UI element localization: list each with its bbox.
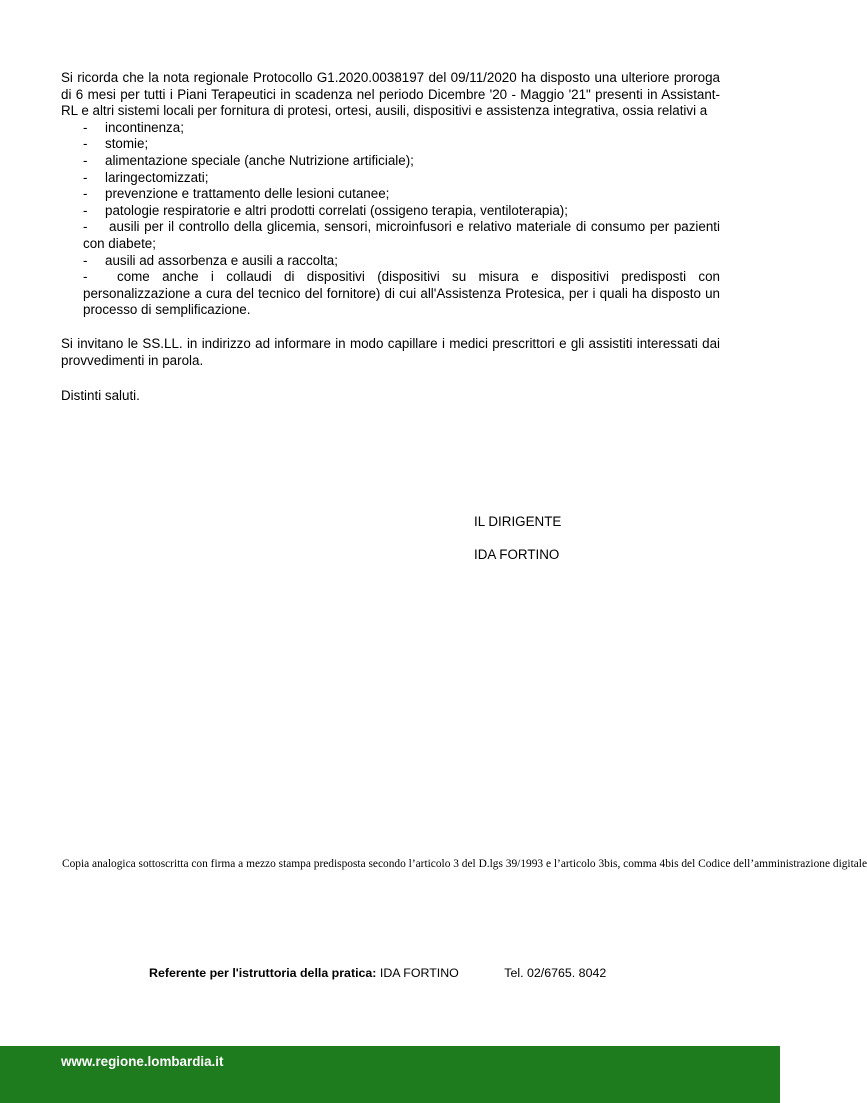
footer-bar bbox=[0, 1046, 780, 1103]
list-item: - patologie respiratorie e altri prodotti correlati (ossigeno terapia, ventiloterapia); bbox=[83, 202, 568, 218]
list-item: - prevenzione e trattamento delle lesioni cutanee; bbox=[83, 186, 390, 202]
referent-line bbox=[149, 966, 606, 980]
list-item: - ausili per il controllo della glicemia, sensori, microinfusori e relativo materiale di consumo per pazienti con diabete; bbox=[83, 219, 720, 251]
list-item: - incontinenza; bbox=[83, 119, 184, 135]
invite-paragraph: Si invitano le SS.LL. in indirizzo ad informare in modo capillare i medici prescrittori e gli assistiti interessati dai provvedimenti in parola. bbox=[61, 335, 720, 368]
bullet-list bbox=[61, 120, 720, 319]
signature-role: IL DIRIGENTE bbox=[474, 514, 562, 529]
intro-paragraph: Si ricorda che la nota regionale Protocollo G1.2020.0038197 del 09/11/2020 ha disposto una ulteriore proroga di 6 mesi per tutti i Piani Terapeutici in scadenza nel periodo Dicembre '20 - Maggio '21" presenti in Assistant-RL e altri sistemi locali per fornitura di protesi, ortesi, ausili, dispositivi e assistenza integrativa, ossia relativi a bbox=[61, 70, 720, 119]
referent-phone: Tel. 02/6765. 8042 bbox=[504, 966, 607, 980]
referent-label: Referente per l'istruttoria della pratica: bbox=[149, 966, 377, 980]
list-item: - laringectomizzati; bbox=[83, 169, 209, 185]
closing-line: Distinti saluti. bbox=[61, 388, 140, 404]
signature-name: IDA FORTINO bbox=[474, 547, 560, 562]
letter-body bbox=[61, 70, 720, 405]
list-item: - stomie; bbox=[83, 136, 149, 152]
footer-url-link[interactable]: www.regione.lombardia.it bbox=[61, 1054, 224, 1069]
list-item: - alimentazione speciale (anche Nutrizione artificiale); bbox=[83, 152, 414, 168]
list-item: - ausili ad assorbenza e ausili a raccolta; bbox=[83, 252, 338, 268]
list-item: - come anche i collaudi di dispositivi (dispositivi su misura e dispositivi predisposti con personalizzazione a cura del tecnico del fornitore) di cui all'Assistenza Protesica, per i quali ha disposto un processo di semplificazione. bbox=[83, 269, 720, 318]
copy-notice: Copia analogica sottoscritta con firma a mezzo stampa predisposta secondo l’articolo 3 del D.lgs 39/1993 e l’articolo 3bis, comma 4bis del Codice dell’amministrazione digitale bbox=[62, 858, 867, 870]
referent-name: IDA FORTINO bbox=[379, 966, 459, 980]
